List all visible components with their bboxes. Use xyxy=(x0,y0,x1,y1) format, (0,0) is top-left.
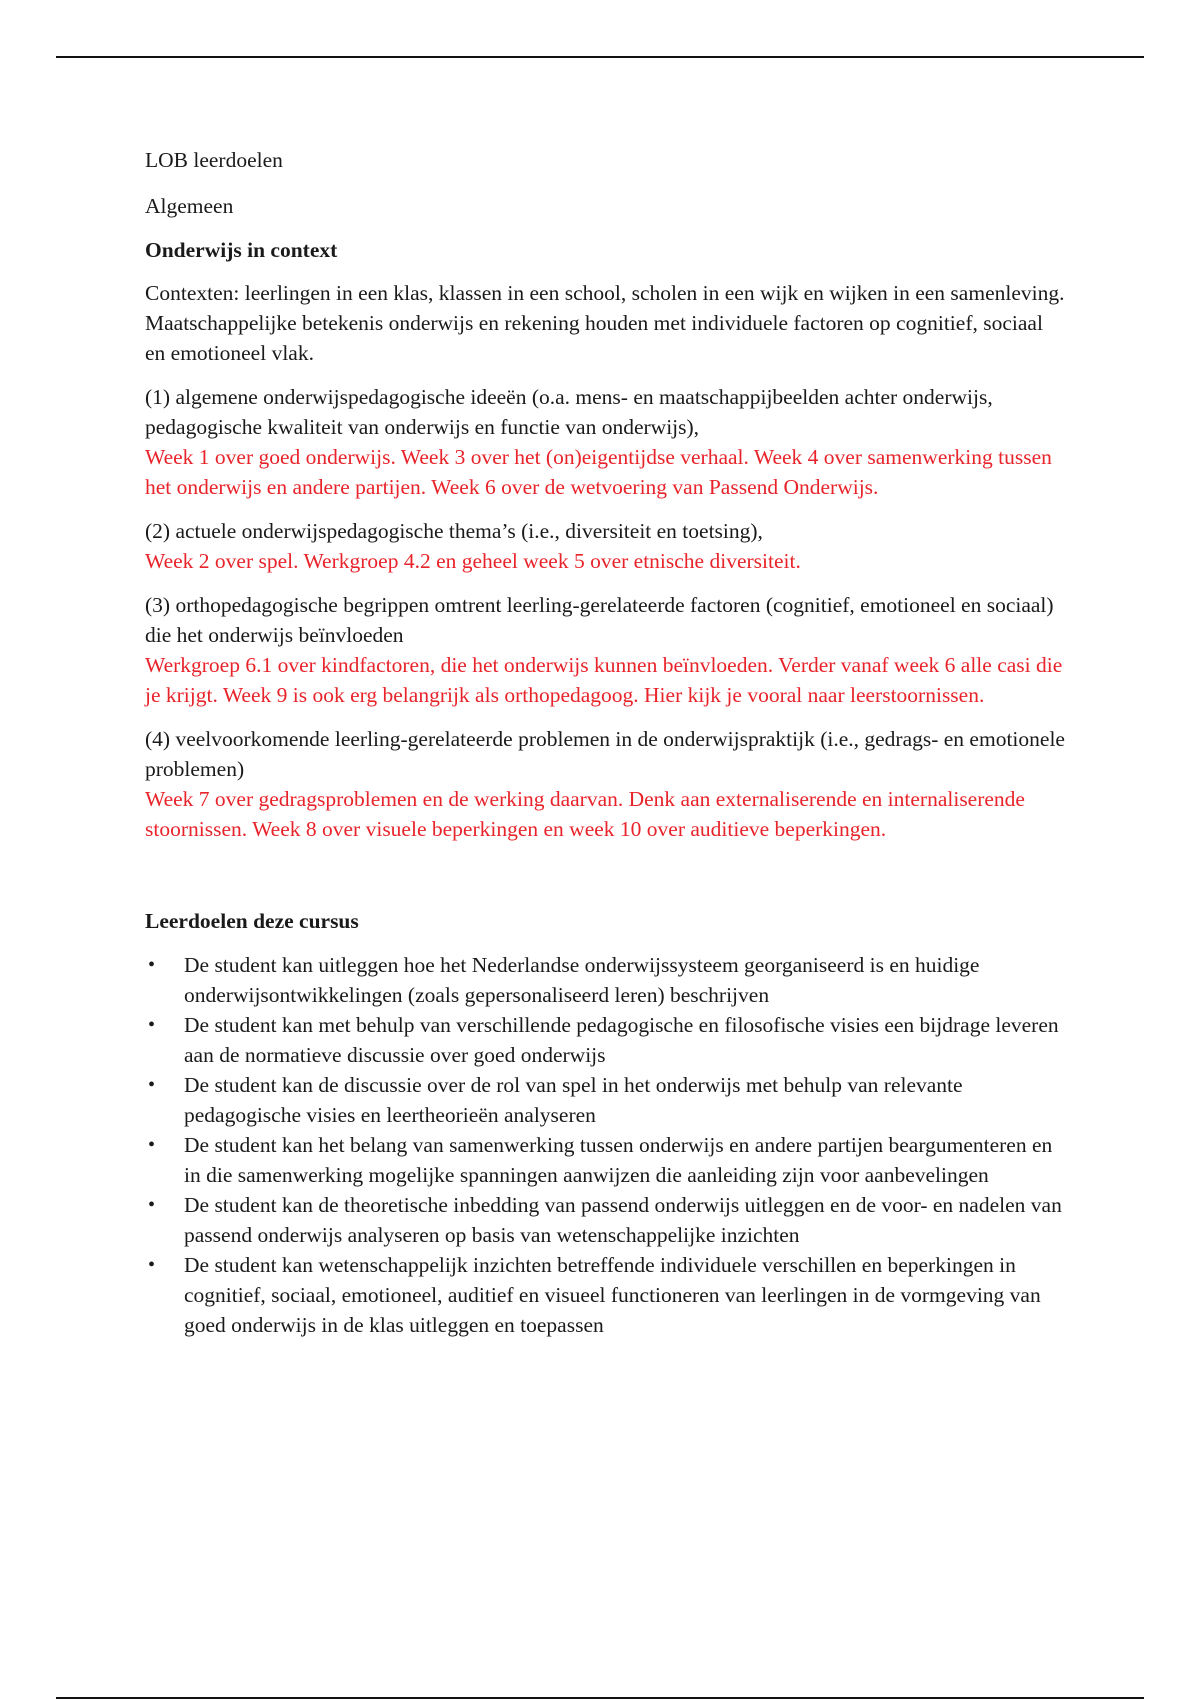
goals-list xyxy=(145,950,1065,1340)
section-heading-context: Onderwijs in context xyxy=(145,238,338,262)
list-item xyxy=(145,1190,1065,1250)
list-item-text: De student kan met behulp van verschillende pedagogische en filosofische visies een bijdrage leveren aan de normatieve discussie over goed onderwijs xyxy=(184,1013,1059,1067)
bullet-icon: • xyxy=(148,1134,156,1156)
learning-item-2 xyxy=(145,516,1065,576)
learning-item-note: Werkgroep 6.1 over kindfactoren, die het onderwijs kunnen beïnvloeden. Verder vanaf week 6 alle casi die je krijgt. Week 9 is ook erg belangrijk als orthopedagoog. Hier kijk je vooral naar leerstoornissen. xyxy=(145,653,1063,707)
list-item-text: De student kan wetenschappelijk inzichten betreffende individuele verschillen en beperkingen in cognitief, sociaal, emotioneel, auditief en visueel functioneren van leerlingen in de vormgeving van goed onderwijs in de klas uitleggen en toepassen xyxy=(184,1253,1041,1337)
list-item xyxy=(145,950,1065,1010)
learning-item-note: Week 7 over gedragsproblemen en de werking daarvan. Denk aan externaliserende en internaliserende stoornissen. Week 8 over visuele beperkingen en week 10 over auditieve beperkingen. xyxy=(145,787,1025,841)
bullet-icon: • xyxy=(148,1254,156,1276)
list-item xyxy=(145,1010,1065,1070)
document-title: LOB leerdoelen xyxy=(145,148,283,172)
learning-item-3 xyxy=(145,590,1065,710)
list-item-text: De student kan de theoretische inbedding van passend onderwijs uitleggen en de voor- en nadelen van passend onderwijs analyseren op basis van wetenschappelijke inzichten xyxy=(184,1193,1062,1247)
bullet-icon: • xyxy=(148,954,156,976)
document-subtitle: Algemeen xyxy=(145,194,234,218)
top-rule xyxy=(56,56,1144,58)
learning-item-note: Week 1 over goed onderwijs. Week 3 over het (on)eigentijdse verhaal. Week 4 over samenwerking tussen het onderwijs en andere partijen. Week 6 over de wetvoering van Passend Onderwijs. xyxy=(145,445,1052,499)
bullet-icon: • xyxy=(148,1074,156,1096)
learning-item-4 xyxy=(145,724,1065,844)
learning-item-text: (1) algemene onderwijspedagogische ideeën (o.a. mens- en maatschappijbeelden achter onderwijs, pedagogische kwaliteit van onderwijs en functie van onderwijs), xyxy=(145,385,993,439)
list-item-text: De student kan uitleggen hoe het Nederlandse onderwijssysteem georganiseerd is en huidige onderwijsontwikkelingen (zoals gepersonaliseerd leren) beschrijven xyxy=(184,953,980,1007)
list-item xyxy=(145,1070,1065,1130)
list-item xyxy=(145,1250,1065,1340)
bottom-rule xyxy=(56,1697,1144,1699)
bullet-icon: • xyxy=(148,1194,156,1216)
learning-item-note: Week 2 over spel. Werkgroep 4.2 en geheel week 5 over etnische diversiteit. xyxy=(145,549,801,573)
learning-item-text: (2) actuele onderwijspedagogische thema’s (i.e., diversiteit en toetsing), xyxy=(145,519,763,543)
bullet-icon: • xyxy=(148,1014,156,1036)
section-intro: Contexten: leerlingen in een klas, klassen in een school, scholen in een wijk en wijken in een samenleving. Maatschappelijke betekenis onderwijs en rekening houden met individuele factoren op cognitief, sociaal en emotioneel vlak. xyxy=(145,281,1065,365)
list-item-text: De student kan het belang van samenwerking tussen onderwijs en andere partijen beargumenteren en in die samenwerking mogelijke spanningen aanwijzen die aanleiding zijn voor aanbevelingen xyxy=(184,1133,1053,1187)
learning-item-1 xyxy=(145,382,1065,502)
list-item xyxy=(145,1130,1065,1190)
learning-item-text: (4) veelvoorkomende leerling-gerelateerde problemen in de onderwijspraktijk (i.e., gedrags- en emotionele problemen) xyxy=(145,727,1065,781)
list-item-text: De student kan de discussie over de rol van spel in het onderwijs met behulp van relevante pedagogische visies en leertheorieën analyseren xyxy=(184,1073,963,1127)
section-spacer xyxy=(145,858,1065,906)
document-body xyxy=(145,145,1065,1340)
section-heading-goals: Leerdoelen deze cursus xyxy=(145,909,359,933)
learning-item-text: (3) orthopedagogische begrippen omtrent leerling-gerelateerde factoren (cognitief, emotioneel en sociaal) die het onderwijs beïnvloeden xyxy=(145,593,1054,647)
